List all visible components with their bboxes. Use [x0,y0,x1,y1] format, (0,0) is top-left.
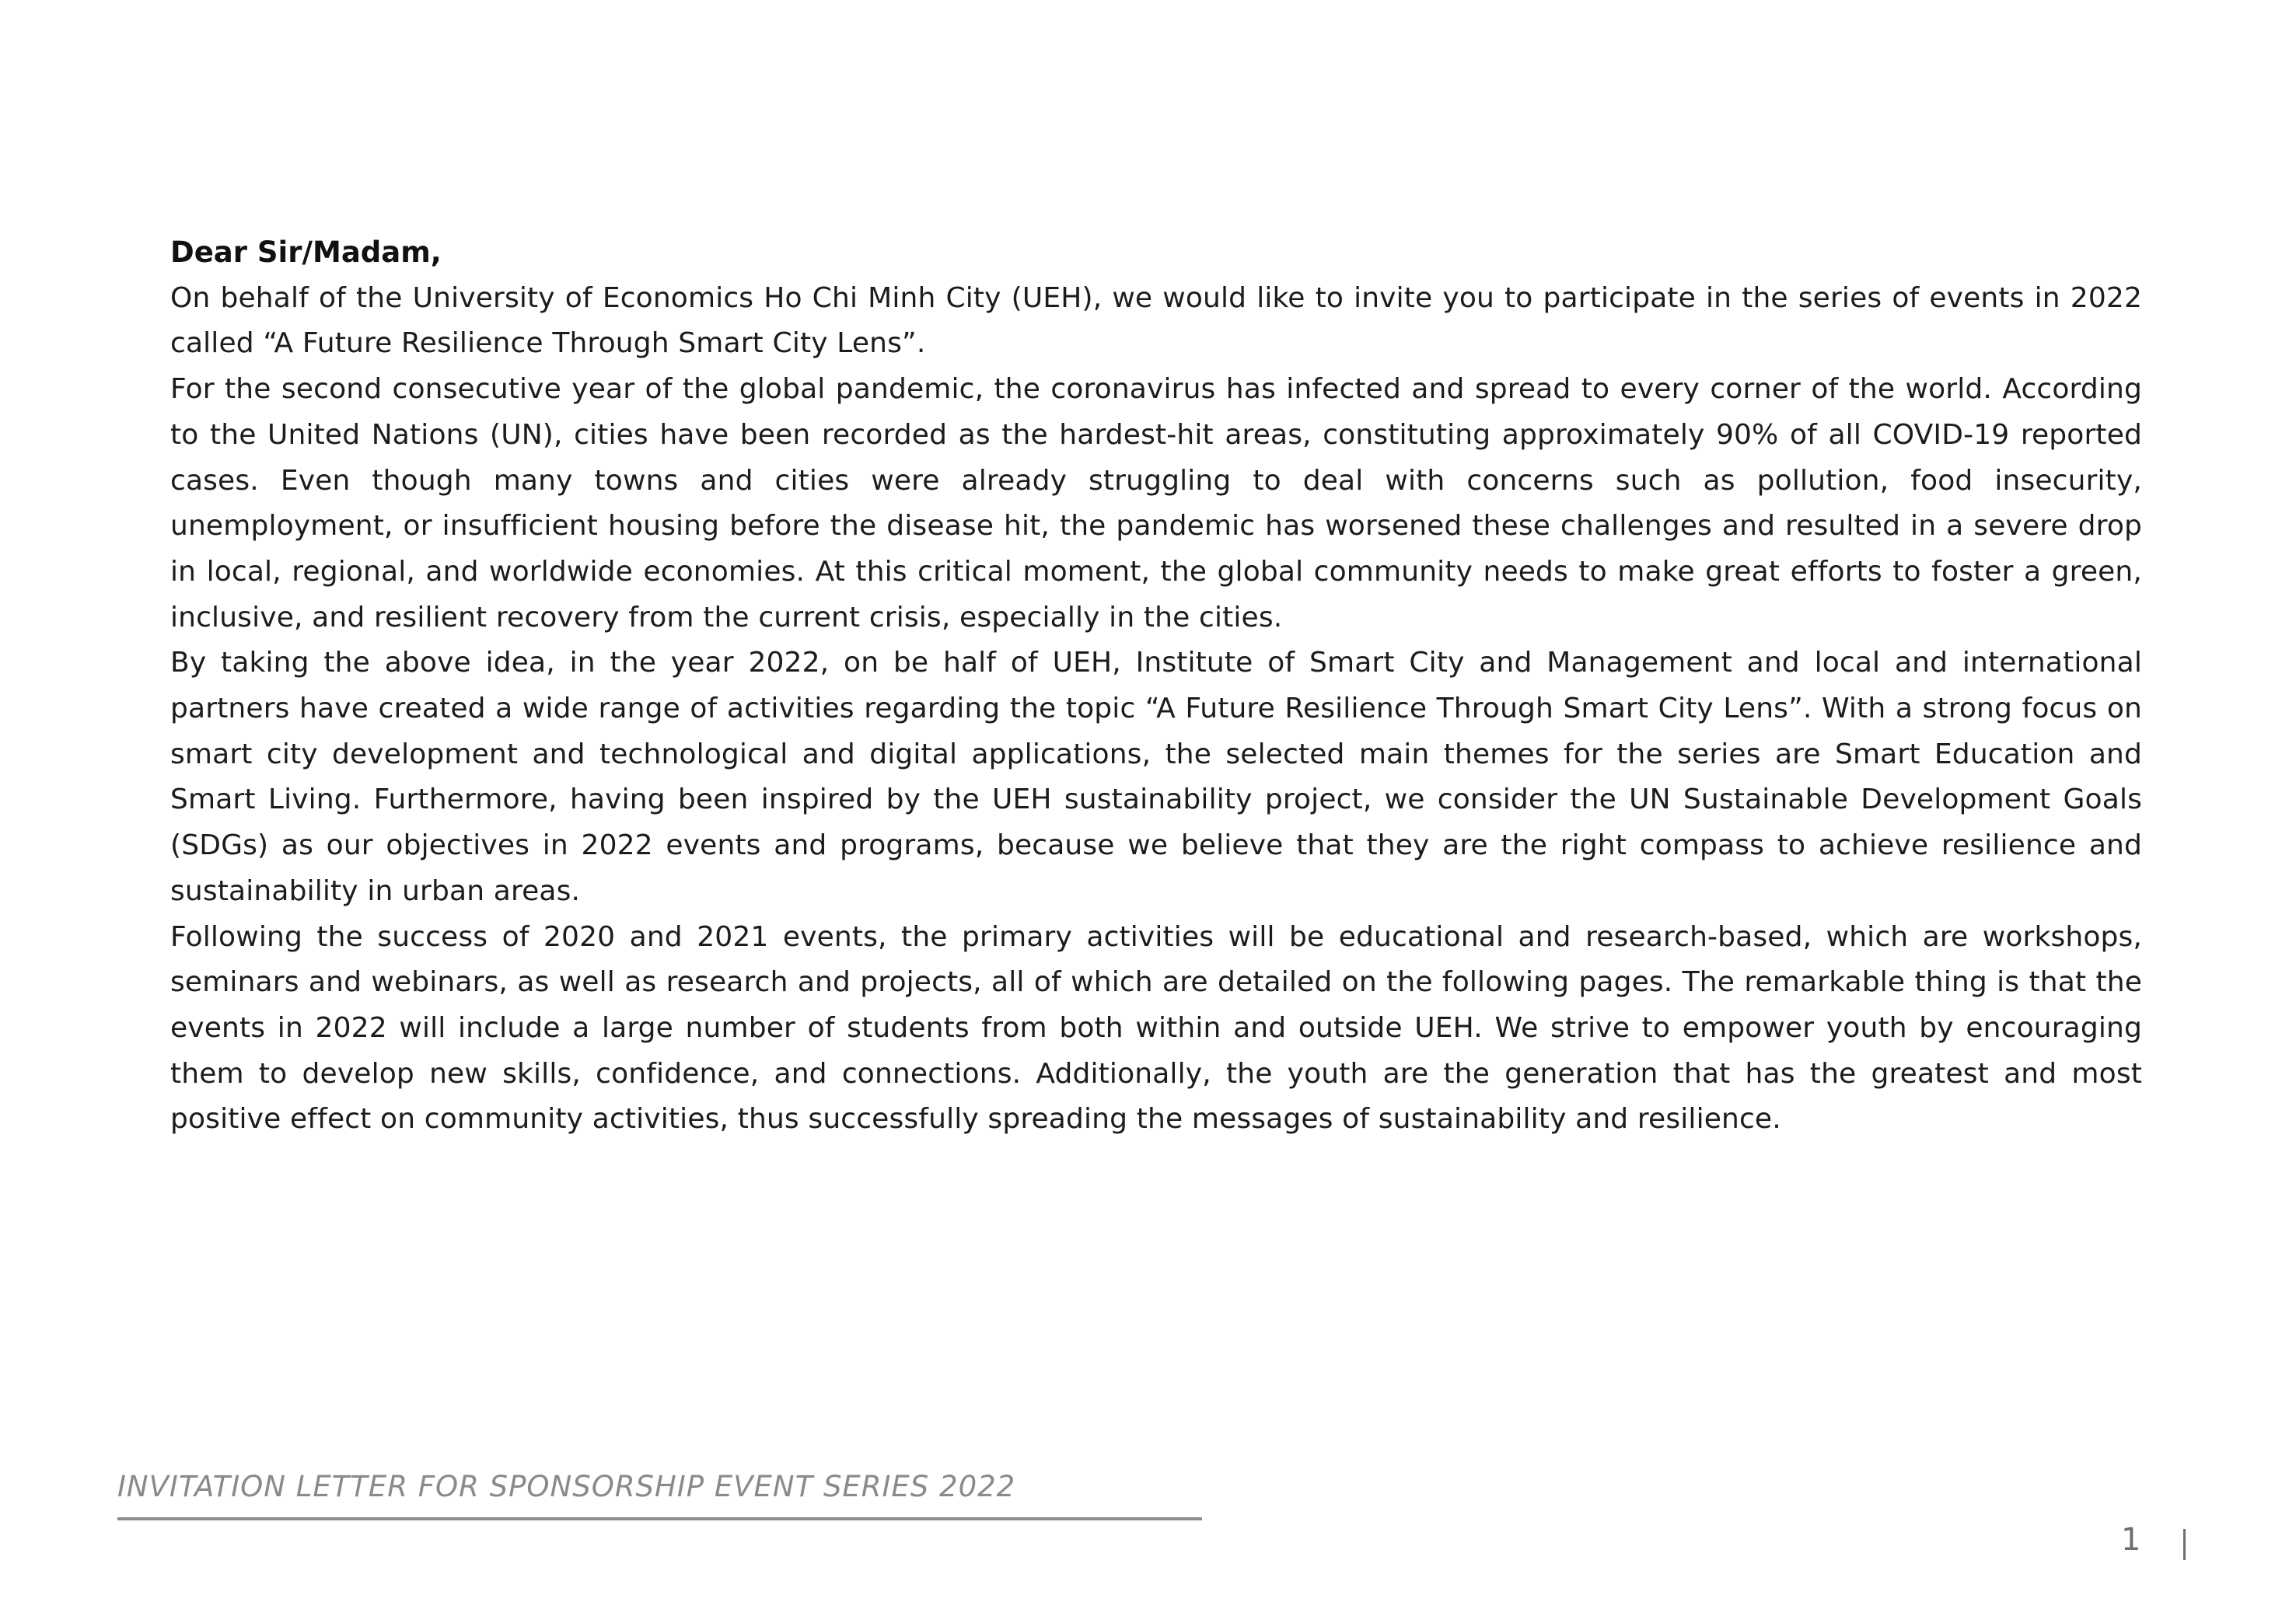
footer-divider [117,1517,1202,1520]
paragraph-pandemic: For the second consecutive year of the global pandemic, the coronavirus has infected and spread to every corner of the world. According to the United Nations (UN), cities have been recorded as the hardest-hit areas, constituting approximately 90% of all COVID-19 reported cases. Even though many towns and cities were already struggling to deal with concerns such as pollution, food insecurity, unemployment, or insufficient housing before the disease hit, the pandemic has worsened these challenges and resulted in a severe drop in local, regional, and worldwide economies. At this critical moment, the global community needs to make great efforts to foster a green, inclusive, and resilient recovery from the current crisis, especially in the cities. [170,373,2142,633]
salutation: Dear Sir/Madam, [170,236,442,269]
letter-body [170,230,2142,1143]
page-number: 1 [2121,1522,2141,1558]
page-number-bar [2183,1529,2186,1560]
paragraph-invitation: On behalf of the University of Economics Ho Chi Minh City (UEH), we would like to invite you to participate in the series of events in 2022 called “A Future Resilience Through Smart City Lens”. [170,281,2142,360]
paragraph-events: Following the success of 2020 and 2021 events, the primary activities will be educational and research-based, which are workshops, seminars and webinars, as well as research and projects, all of which are detailed on the following pages. The remarkable thing is that the events in 2022 will include a large number of students from both within and outside UEH. We strive to empower youth by encouraging them to develop new skills, confidence, and connections. Additionally, the youth are the generation that has the greatest and most positive effect on community activities, thus successfully spreading the messages of sustainability and resilience. [170,920,2142,1136]
paragraph-activities: By taking the above idea, in the year 2022, on be half of UEH, Institute of Smart City and Management and local and international partners have created a wide range of activities regarding the topic “A Future Resilience Through Smart City Lens”. With a strong focus on smart city development and technological and digital applications, the selected main themes for the series are Smart Education and Smart Living. Furthermore, having been inspired by the UEH sustainability project, we consider the UN Sustainable Development Goals (SDGs) as our objectives in 2022 events and programs, because we believe that they are the right compass to achieve resilience and sustainability in urban areas. [170,647,2142,907]
footer-title: INVITATION LETTER FOR SPONSORSHIP EVENT SERIES 2022 [117,1470,1016,1503]
